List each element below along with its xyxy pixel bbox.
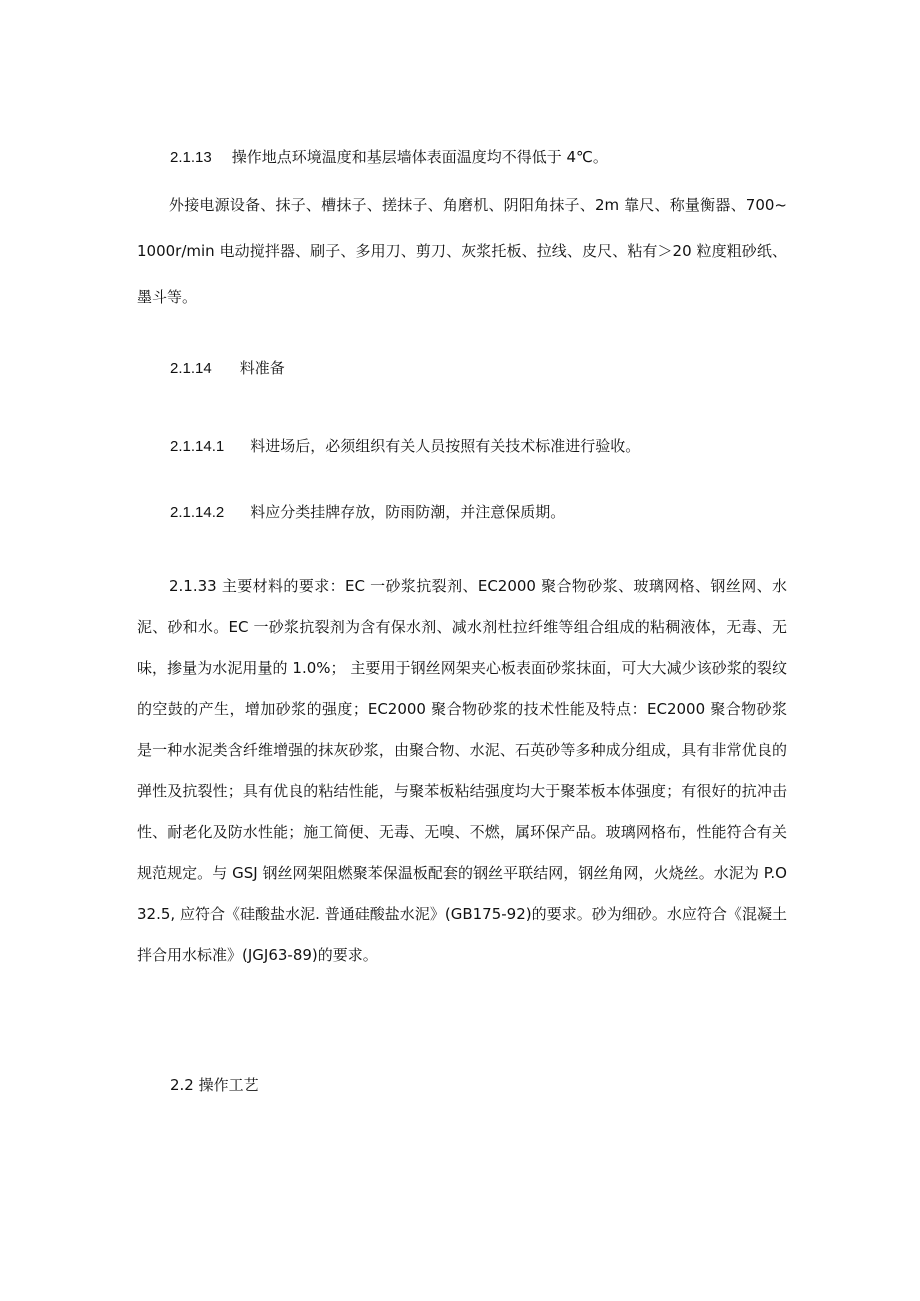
section-2-2-heading <box>170 1075 259 1095</box>
materials-paragraph: 2.1.33 主要材料的要求：EC 一砂浆抗裂剂、EC2000 聚合物砂浆、玻璃网格、钢丝网、水泥、砂和水。EC 一砂浆抗裂剂为含有保水剂、减水剂杜拉纤维等组合组成的粘稠液体，无毒、无味，掺量为水泥用量的 1.0%； 主要用于钢丝网架夹心板表面砂浆抹面，可大大减少该砂浆的裂纹的空鼓的产生，增加砂浆的强度；EC2000 聚合物砂浆的技术性能及特点：EC2000 聚合物砂浆是一种水泥类含纤维增强的抹灰砂浆，由聚合物、水泥、石英砂等多种成分组成，具有非常优良的弹性及抗裂性；具有优良的粘结性能，与聚苯板粘结强度均大于聚苯板本体强度；有很好的抗冲击性、耐老化及防水性能；施工简便、无毒、无嗅、不燃，属环保产品。玻璃网格布，性能符合有关规范规定。与 GSJ 钢丝网架阻燃聚苯保温板配套的钢丝平联结网，钢丝角网，火烧丝。水泥为 P.O32.5, 应符合《硅酸盐水泥. 普通硅酸盐水泥》(GB175-92)的要求。砂为细砂。水应符合《混凝土拌合用水标准》(JGJ63-89)的要求。 <box>137 577 787 964</box>
section-2-1-14-1 <box>170 436 640 456</box>
section-text: 操作地点环境温度和基层墙体表面温度均不得低于 4℃。 <box>231 148 608 166</box>
section-text: 料应分类挂牌存放，防雨防潮，并注意保质期。 <box>250 503 566 521</box>
section-2-1-14 <box>170 358 285 378</box>
section-number: 2.1.14.2 <box>170 504 225 521</box>
section-number: 2.1.14.1 <box>170 438 225 455</box>
section-number: 2.1.13 <box>170 149 212 166</box>
section-2-1-13 <box>170 147 608 167</box>
section-number: 2.1.14 <box>170 360 212 377</box>
section-text: 2.2 操作工艺 <box>170 1076 259 1094</box>
tools-paragraph: 外接电源设备、抹子、槽抹子、搓抹子、角磨机、阴阳角抹子、2m 靠尺、称量衡器、700~1000r/min 电动搅拌器、刷子、多用刀、剪刀、灰浆托板、拉线、皮尺、粘有＞20 粒度粗砂纸、墨斗等。 <box>137 196 787 306</box>
section-2-1-14-2 <box>170 502 565 522</box>
section-text: 料进场后，必须组织有关人员按照有关技术标准进行验收。 <box>250 437 641 455</box>
section-text: 料准备 <box>239 359 285 377</box>
